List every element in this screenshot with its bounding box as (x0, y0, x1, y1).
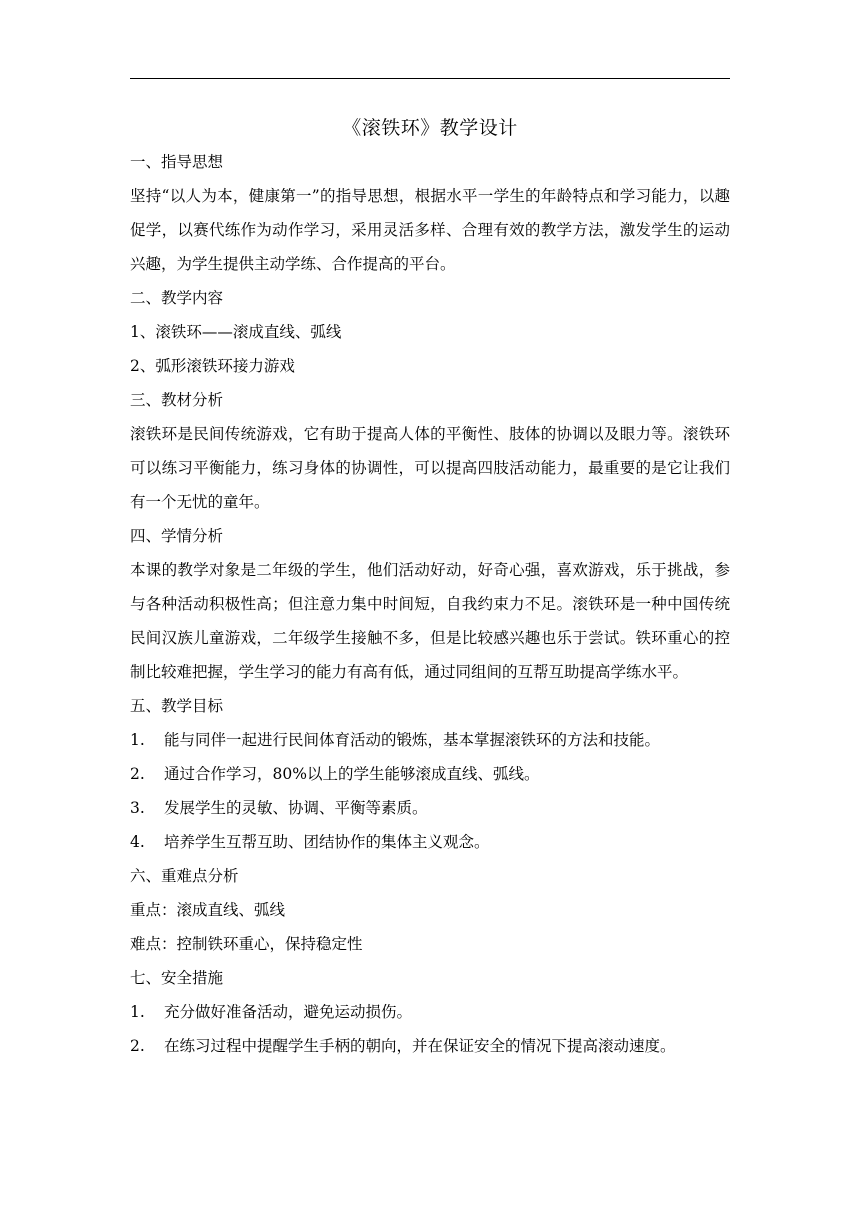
content-item: 2、弧形滚铁环接力游戏 (130, 357, 295, 375)
paragraph-text: 滚铁环是民间传统游戏，它有助于提高人体的平衡性、肢体的协调以及眼力等。滚铁环可以练习平衡能力，练习身体的协调性，可以提高四肢活动能力，最重要的是它让我们有一个无忧的童年。 (130, 425, 730, 511)
paragraph-student-analysis (130, 553, 730, 689)
list-text: 能与同伴一起进行民间体育活动的锻炼，基本掌握滚铁环的方法和技能。 (164, 731, 661, 749)
list-number: 2. (130, 1037, 145, 1055)
paragraph-guiding-ideology (130, 179, 730, 281)
section-heading-key-difficult-points: 六、重难点分析 (130, 867, 239, 885)
key-point: 重点：滚成直线、弧线 (130, 901, 286, 919)
list-number: 1. (130, 1003, 145, 1021)
list-item (130, 723, 730, 757)
list-text: 充分做好准备活动，避免运动损伤。 (164, 1003, 413, 1021)
header-rule (130, 78, 730, 79)
list-number: 1. (130, 731, 145, 749)
difficult-point: 难点：控制铁环重心，保持稳定性 (130, 935, 363, 953)
list-text: 培养学生互帮互助、团结协作的集体主义观念。 (164, 833, 490, 851)
paragraph-material-analysis (130, 417, 730, 519)
document-body (130, 111, 730, 1063)
section-heading-student-analysis: 四、学情分析 (130, 527, 224, 545)
list-text: 发展学生的灵敏、协调、平衡等素质。 (164, 799, 428, 817)
list-item (130, 757, 730, 791)
content-item: 1、滚铁环——滚成直线、弧线 (130, 323, 342, 341)
list-item (130, 995, 730, 1029)
section-heading-safety-measures: 七、安全措施 (130, 969, 224, 987)
list-item (130, 825, 730, 859)
list-number: 2. (130, 765, 145, 783)
list-text: 通过合作学习，80%以上的学生能够滚成直线、弧线。 (164, 765, 540, 783)
section-heading-material-analysis: 三、教材分析 (130, 391, 224, 409)
paragraph-text: 坚持“以人为本，健康第一”的指导思想，根据水平一学生的年龄特点和学习能力，以趣促学，以赛代练作为动作学习，采用灵活多样、合理有效的教学方法，激发学生的运动兴趣，为学生提供主动学练、合作提高的平台。 (130, 187, 730, 273)
section-heading-guiding-ideology: 一、指导思想 (130, 153, 224, 171)
paragraph-text: 本课的教学对象是二年级的学生，他们活动好动，好奇心强，喜欢游戏，乐于挑战，参与各种活动积极性高；但注意力集中时间短，自我约束力不足。滚铁环是一种中国传统民间汉族儿童游戏，二年级学生接触不多，但是比较感兴趣也乐于尝试。铁环重心的控制比较难把握，学生学习的能力有高有低，通过同组间的互帮互助提高学练水平。 (130, 561, 730, 681)
list-item (130, 1029, 730, 1063)
document-title: 《滚铁环》教学设计 (342, 117, 518, 139)
list-text: 在练习过程中提醒学生手柄的朝向，并在保证安全的情况下提高滚动速度。 (164, 1037, 676, 1055)
section-heading-teaching-goals: 五、教学目标 (130, 697, 224, 715)
list-number: 4. (130, 833, 145, 851)
list-item (130, 791, 730, 825)
section-heading-teaching-content: 二、教学内容 (130, 289, 224, 307)
list-number: 3. (130, 799, 145, 817)
